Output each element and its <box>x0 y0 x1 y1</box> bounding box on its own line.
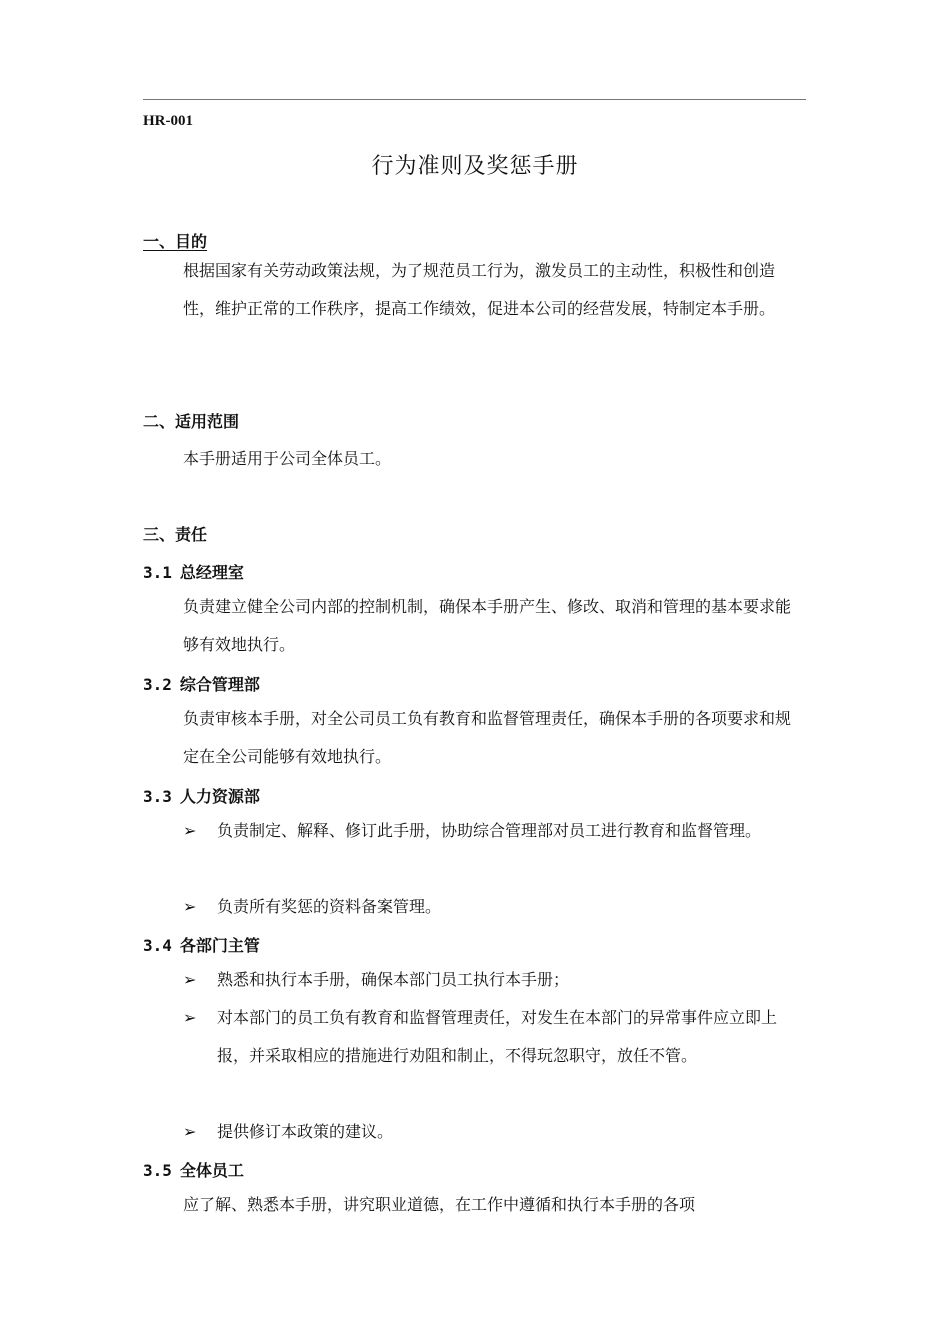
subsection-heading-3-5 <box>143 1158 244 1181</box>
bullet-item <box>183 961 803 999</box>
purpose-paragraph: 根据国家有关劳动政策法规，为了规范员工行为，激发员工的主动性，积极性和创造性，维护正常的工作秩序，提高工作绩效，促进本公司的经营发展，特制定本手册。 <box>183 261 776 318</box>
arrowhead-bullet-icon: ➢ <box>183 821 197 840</box>
subsection-title: 总经理室 <box>179 563 244 582</box>
bullet-item <box>183 888 803 926</box>
bullet-text: 负责制定、解释、修订此手册，协助综合管理部对员工进行教育和监督管理。 <box>217 821 762 840</box>
subsection-title: 各部门主管 <box>179 936 260 955</box>
document-title: 行为准则及奖惩手册 <box>371 154 579 179</box>
subsection-number: 3.4 <box>143 936 172 955</box>
section-heading-purpose: 一、目的 <box>143 232 208 251</box>
document-code: HR-001 <box>143 113 193 129</box>
arrowhead-bullet-icon: ➢ <box>183 897 197 916</box>
arrowhead-bullet-icon: ➢ <box>183 1122 197 1141</box>
subsection-number: 3.3 <box>143 787 172 806</box>
subsection-heading-3-3 <box>143 784 260 807</box>
subsection-3-2-paragraph: 负责审核本手册，对全公司员工负有教育和监督管理责任，确保本手册的各项要求和规定在全公司能够有效地执行。 <box>183 709 792 766</box>
bullet-item <box>183 1113 803 1151</box>
subsection-3-5-paragraph: 应了解、熟悉本手册，讲究职业道德，在工作中遵循和执行本手册的各项 <box>183 1195 696 1214</box>
scope-paragraph: 本手册适用于公司全体员工。 <box>183 449 392 468</box>
bullet-text: 对本部门的员工负有教育和监督管理责任，对发生在本部门的异常事件应立即上报，并采取相应的措施进行劝阻和制止，不得玩忽职守，放任不管。 <box>217 1008 778 1065</box>
subsection-heading-3-4 <box>143 933 260 956</box>
bullet-item <box>183 999 803 1075</box>
subsection-number: 3.1 <box>143 563 172 582</box>
subsection-number: 3.2 <box>143 675 172 694</box>
bullet-text: 熟悉和执行本手册，确保本部门员工执行本手册； <box>217 970 570 989</box>
header-rule <box>143 99 806 100</box>
arrowhead-bullet-icon: ➢ <box>183 970 197 989</box>
bullet-text: 提供修订本政策的建议。 <box>217 1122 394 1141</box>
bullet-item <box>183 812 803 850</box>
arrowhead-bullet-icon: ➢ <box>183 1008 197 1027</box>
section-heading-scope: 二、适用范围 <box>143 412 240 431</box>
subsection-title: 综合管理部 <box>179 675 260 694</box>
subsection-heading-3-2 <box>143 672 260 695</box>
subsection-number: 3.5 <box>143 1161 172 1180</box>
subsection-title: 全体员工 <box>179 1161 244 1180</box>
bullet-text: 负责所有奖惩的资料备案管理。 <box>217 897 442 916</box>
subsection-3-1-paragraph: 负责建立健全公司内部的控制机制，确保本手册产生、修改、取消和管理的基本要求能够有效地执行。 <box>183 597 792 654</box>
section-heading-responsibility: 三、责任 <box>143 525 208 544</box>
subsection-title: 人力资源部 <box>179 787 260 806</box>
subsection-heading-3-1 <box>143 560 244 583</box>
